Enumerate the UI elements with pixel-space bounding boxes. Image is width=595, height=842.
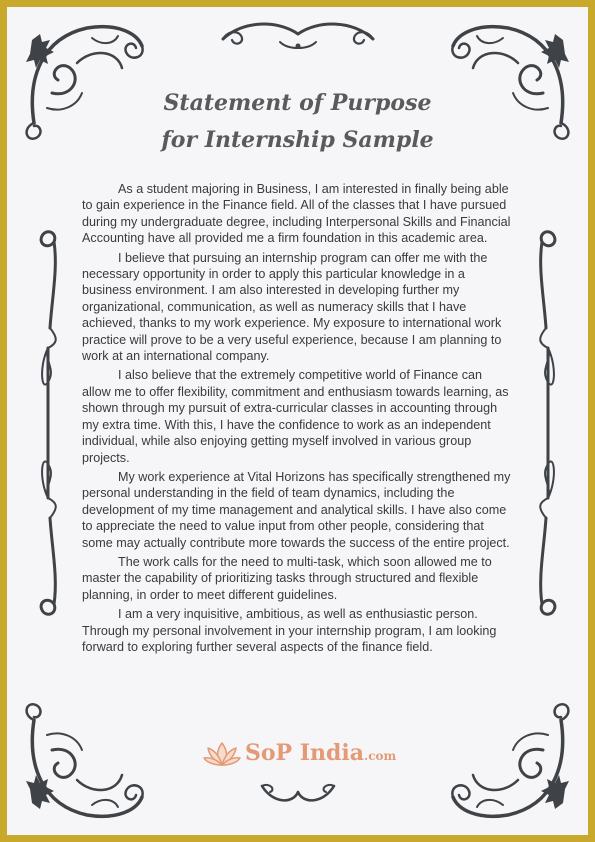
bottom-right-corner-ornament-icon xyxy=(443,700,573,825)
paragraph-4: My work experience at Vital Horizons has specifically strengthened my personal understanding in the field of team dynamics, including the development of my time management and analytical skills. I have also come to appreciate the need to value input from other people, considering that some may actually contribute more towards the success of the entire project. xyxy=(82,469,511,550)
right-scroll-border-icon xyxy=(528,228,568,618)
logo-domain: .com xyxy=(364,749,397,763)
top-center-flourish-icon xyxy=(218,22,378,52)
top-right-corner-ornament-icon xyxy=(443,18,573,143)
paragraph-3: I also believe that the extremely competitive world of Finance can allow me to offer flexibility, commitment and enthusiasm towards learning, as shown through my pursuit of extra-curricular classes in accounting through my extra time. With this, I have the confidence to work as an independent individual, while also enjoying getting myself involved in various group projects. xyxy=(82,368,509,465)
bottom-left-corner-ornament-icon xyxy=(22,700,152,825)
paragraph-2: I believe that pursuing an internship program can offer me with the necessary opportunity in order to apply this particular knowledge in a business environment. I am also interested in developing further my organizational, communication, as well as numeracy skills that I have achieved, thanks to my work experience. My exposure to international work practice will prove to be a very useful experience, because I am planning to work at an international company. xyxy=(82,250,502,364)
logo-wordmark xyxy=(245,740,396,766)
document-body xyxy=(82,181,512,658)
left-scroll-border-icon xyxy=(28,228,68,618)
paragraph-5: The work calls for the need to multi-task, which soon allowed me to master the capability of prioritizing tasks through structured and flexible planning, in order to meet different guidelines. xyxy=(82,554,492,602)
paragraph-6: I am a very inquisitive, ambitious, as well as enthusiastic person. Through my personal involvement in your internship program, I am looking forward to exploring further several aspects of the finance field. xyxy=(82,607,497,654)
paragraph-1: As a student majoring in Business, I am interested in finally being able to gain experience in the Finance field. All of the classes that I have pursued during my undergraduate degree, including Interpersonal Skills and Financial Accounting have all provided me a firm foundation in this academic area. xyxy=(82,182,511,246)
sop-india-logo xyxy=(203,737,397,771)
top-left-corner-ornament-icon xyxy=(22,18,152,143)
document-title-line-2: for Internship Sample xyxy=(161,127,434,153)
bottom-center-flourish-icon xyxy=(258,780,338,806)
logo-brand: SoP India xyxy=(245,740,365,766)
document-title-line-1: Statement of Purpose xyxy=(163,90,432,116)
lotus-icon xyxy=(203,739,241,769)
